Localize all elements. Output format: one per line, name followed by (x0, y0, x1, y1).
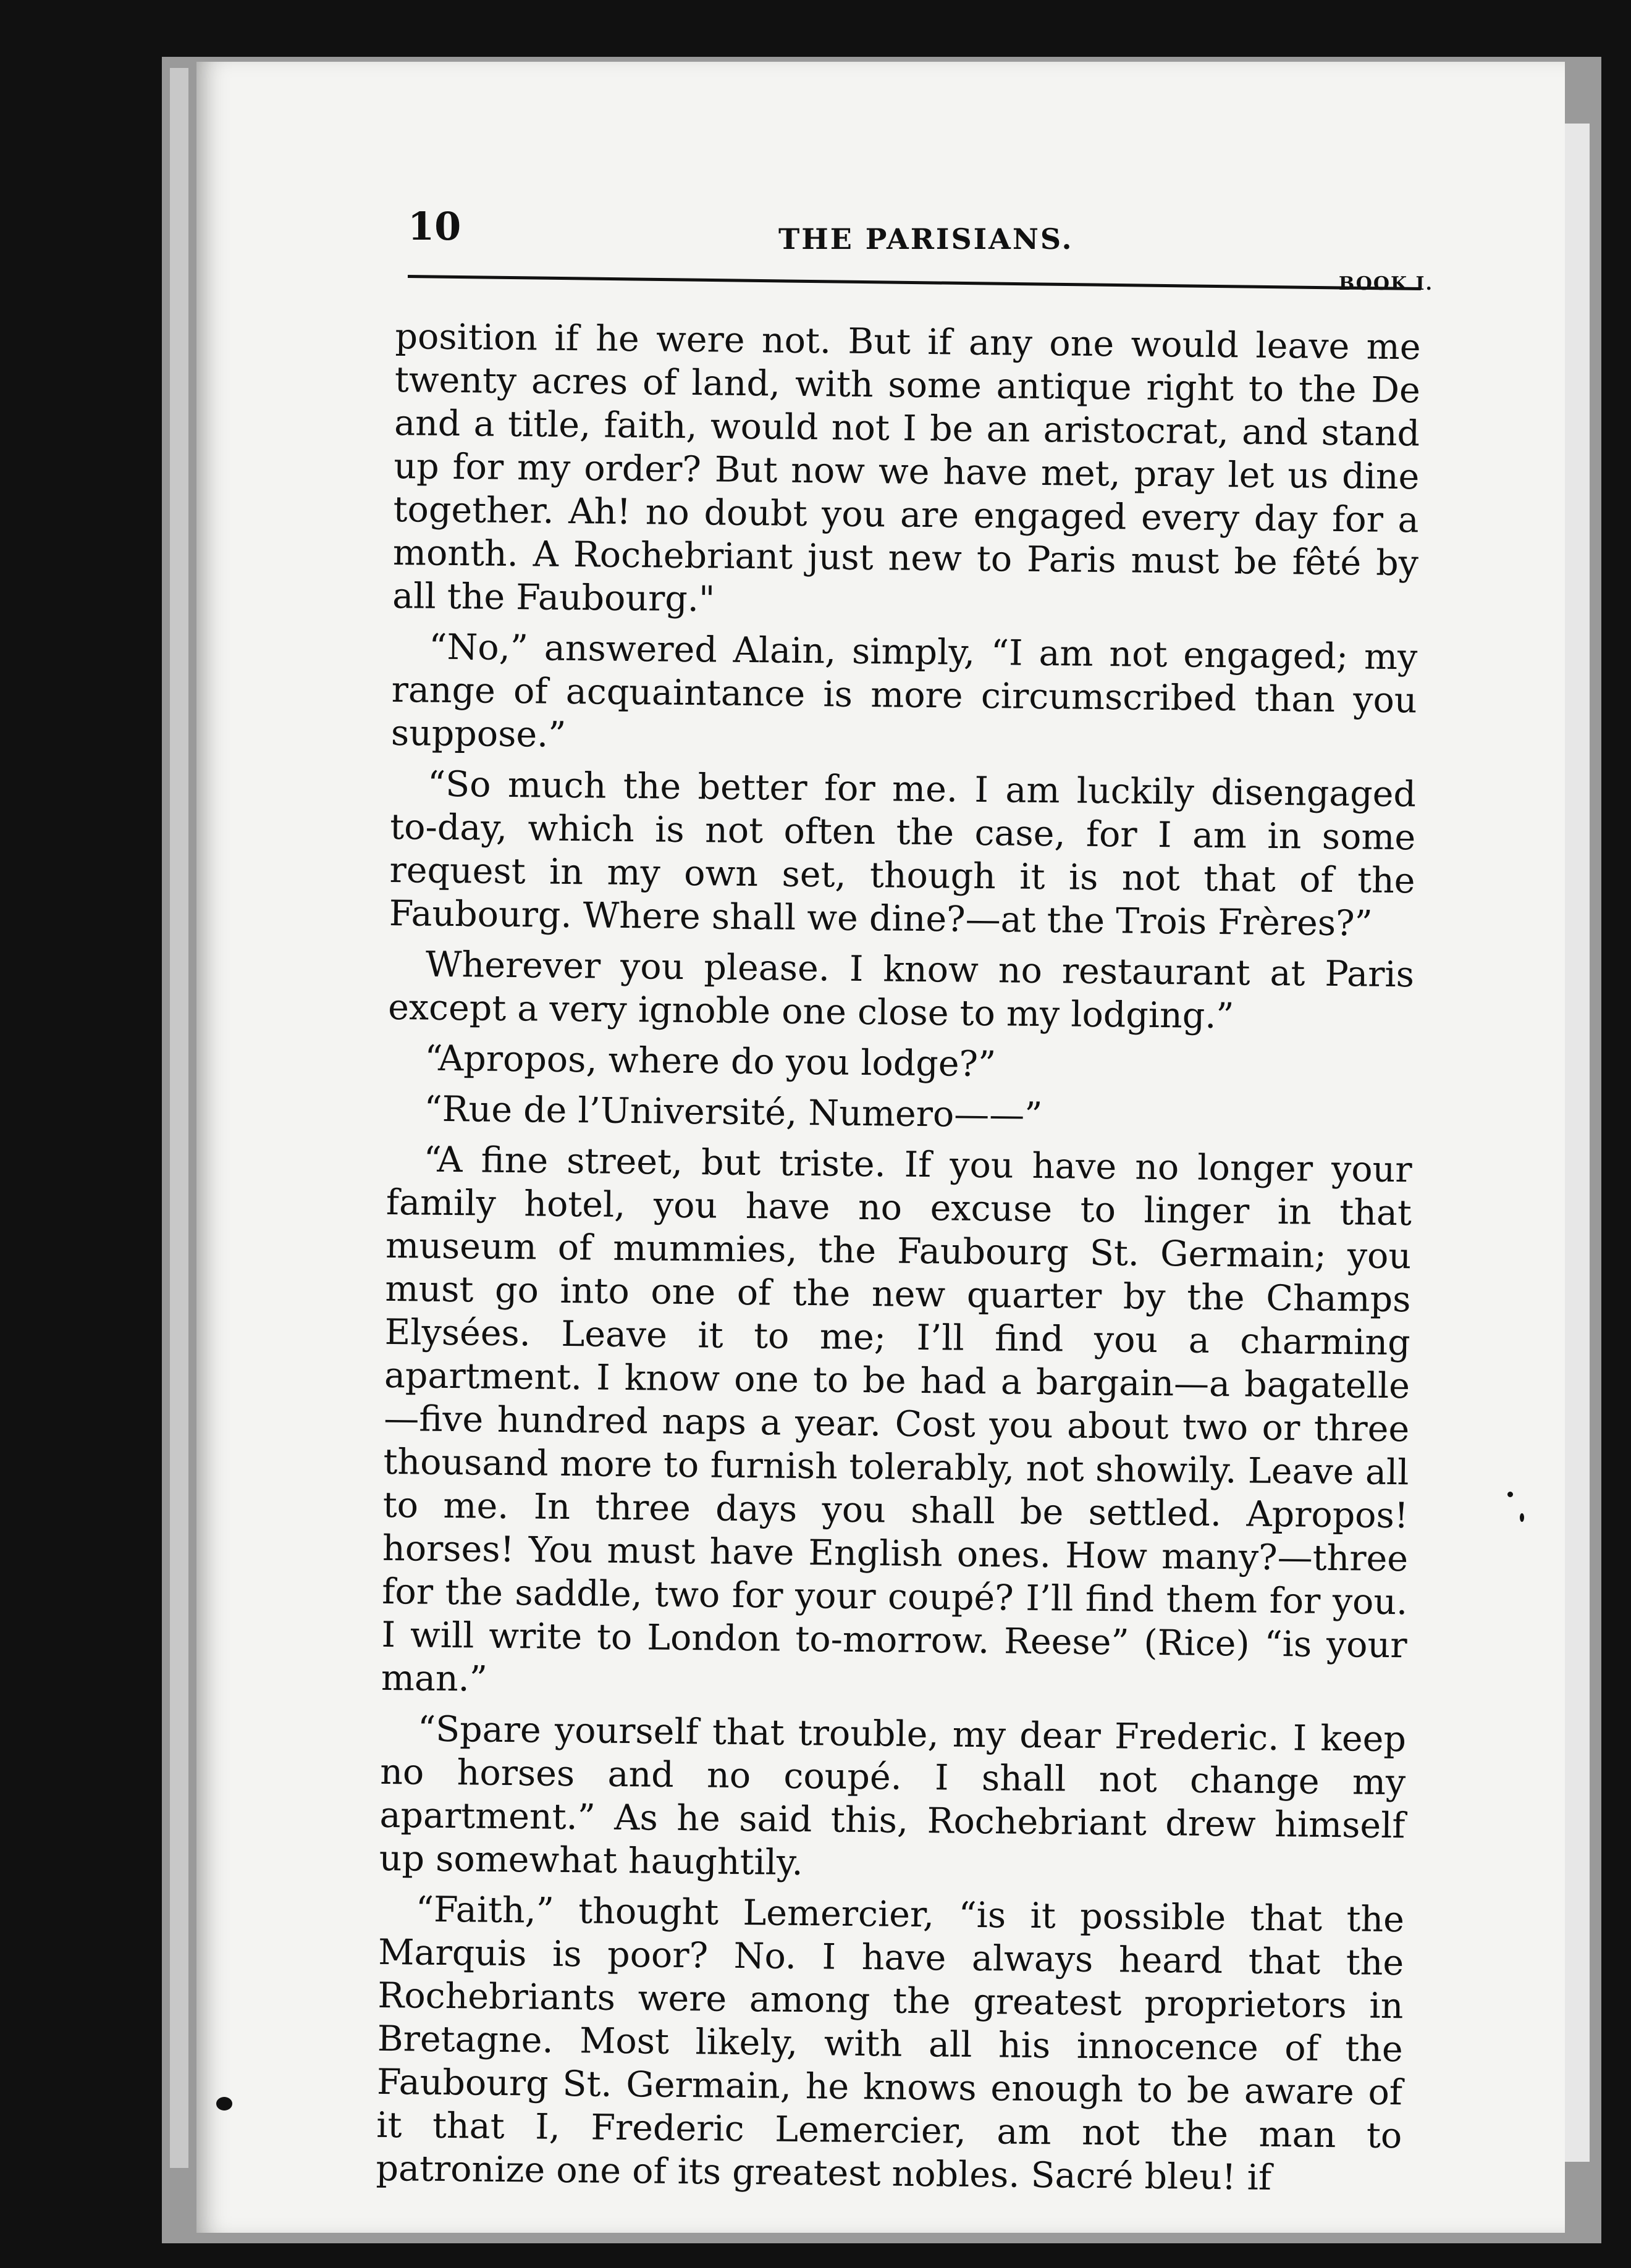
page-number: 10 (408, 204, 461, 249)
running-title: THE PARISIANS. (778, 222, 1074, 256)
book-binding-edge (170, 68, 188, 2168)
paragraph: “Apropos, where do you lodge?” (424, 1038, 997, 1085)
page-header (408, 198, 1433, 295)
scan-speck (1520, 1513, 1524, 1522)
paragraph: “Rue de l’Université, Numero——” (424, 1088, 1043, 1136)
paragraph: “A fine street, but triste. If you have no longer your family hotel, you have no excuse to linger in that museum of mummies, the Faubourg St. Germain; you must go into one of the new quarter by the Champs Elysées. Leave it to me; I’ll find you a charming apartment. I know one to be had a bargain—a bagatelle—five hundred naps a year. Cost you about two or three thousand more to furnish tolerably, not showily. Leave all to me. In three days you shall be settled. Apropos! horses! You must have English ones. How many?—three for the saddle, two for your coupé? I’ll find them for you. I will write to London to-morrow. Reese” (Rice) “is your man.” (381, 1139, 1412, 1700)
paragraph: “No,” answered Alain, simply, “I am not engaged; my range of acquaintance is more circumscribed than you suppose.” (390, 626, 1418, 755)
paragraph: “Spare yourself that trouble, my dear Frederic. I keep no horses and no coupé. I shall not change my apartment.” As he said this, Rochebriant drew himself up somewhat haughtily. (379, 1708, 1407, 1884)
paragraph: “So much the better for me. I am luckily disengaged to-day, which is not often the case, for I am in some request in my own set, though it is not that of the Faubourg. Where shall we dine?—at the Trois Frères?” (389, 763, 1417, 944)
paragraph: Wherever you please. I know no restaurant at Paris except a very ignoble one close to my lodging.” (387, 944, 1415, 1037)
paragraph: position if he were not. But if any one would leave me twenty acres of land, with some antique right to the De and a title, faith, would not I be an aristocrat, and stand up for my order? But now we have met, pray let us dine together. Ah! no doubt you are engaged every day for a month. A Rochebriant just new to Paris must be fêté by all the Faubourg." (392, 316, 1421, 620)
body-text (376, 315, 1421, 2208)
paragraph: “Faith,” thought Lemercier, “is it possible that the Marquis is poor? No. I have always heard that the Rochebriants were among the greatest proprietors in Bretagne. Most likely, with all his innocence of the Faubourg St. Germain, he knows enough to be aware of it that I, Frederic Lemercier, am not the man to patronize one of its greatest nobles. Sacré bleu! if (376, 1889, 1405, 2199)
book-label: BOOK I. (1338, 273, 1433, 295)
scan-speck (1507, 1492, 1513, 1497)
page-edge (1565, 124, 1590, 2162)
scan-speck (216, 2097, 232, 2110)
